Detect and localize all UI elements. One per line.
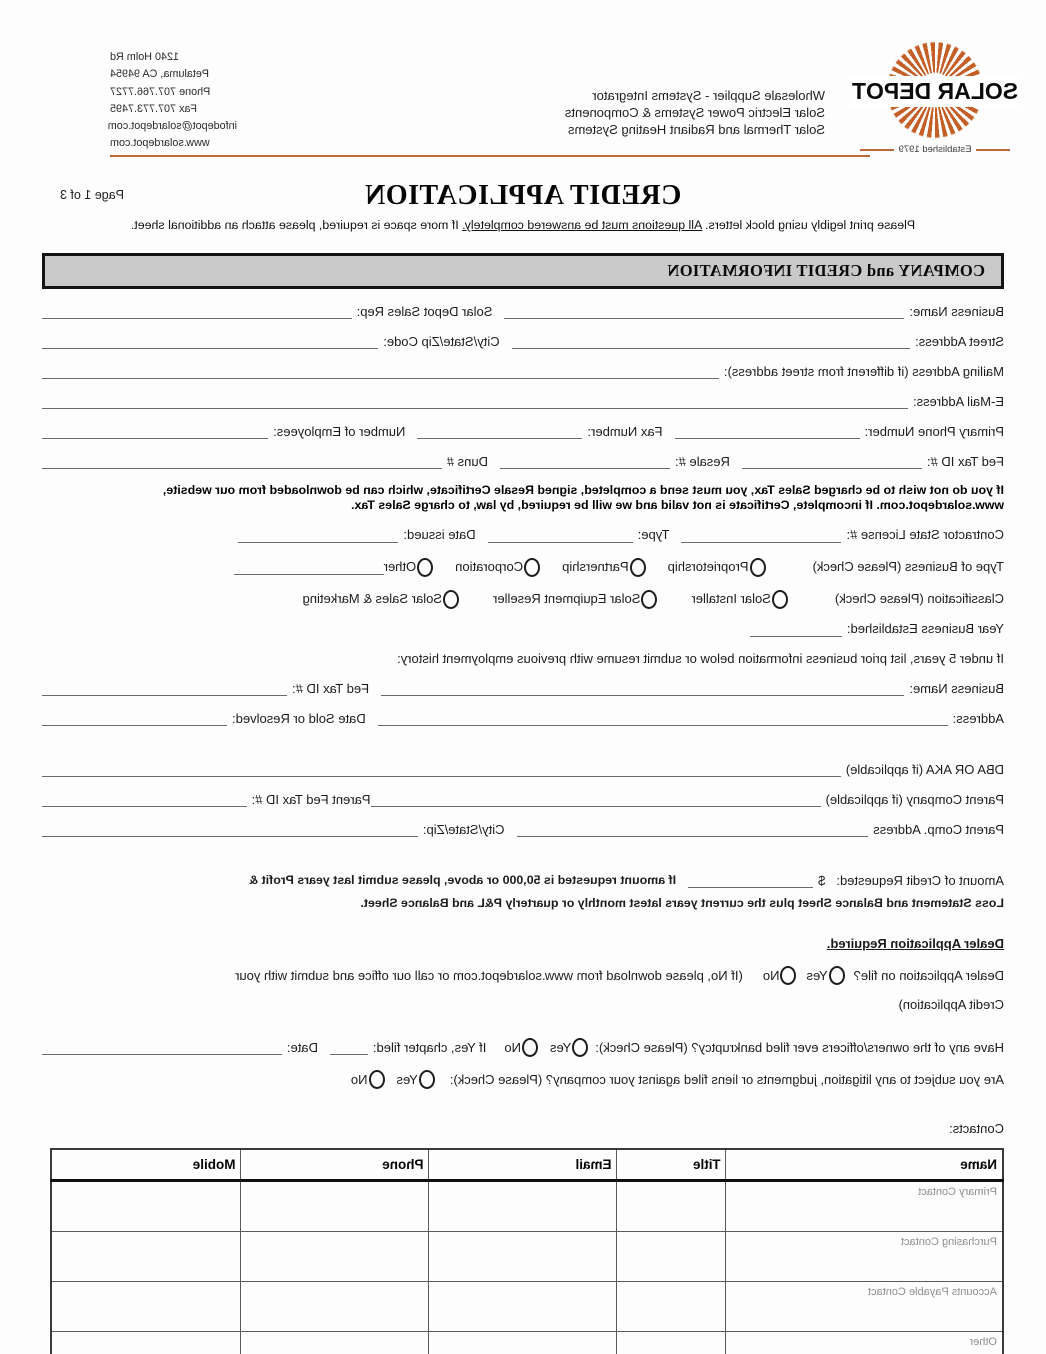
row-credit-amount [42, 873, 1004, 888]
contacts-label: Contacts: [949, 1121, 1004, 1137]
num-employees-field[interactable] [42, 424, 268, 439]
tagline-line: Wholesale Supplier - Systems Integrator [592, 88, 825, 103]
radio-corporation[interactable] [455, 558, 540, 575]
prior-fed-tax-id-field[interactable] [42, 681, 287, 696]
prior-fed-tax-id-label: Fed Tax ID #: [292, 680, 370, 696]
parent-comp-address-label: Parent Comp. Address [873, 821, 1004, 837]
prior-business-name-label: Business Name: [909, 680, 1004, 696]
radio-label: Partnership [562, 559, 629, 575]
empty-cell[interactable] [51, 1282, 241, 1332]
logo-wordmark: SOLAR DEPOT [850, 76, 1020, 107]
row-under-five-note [42, 652, 1004, 666]
prior-address-label: Address: [952, 710, 1004, 726]
radio-solar-equipment-reseller[interactable] [493, 590, 657, 607]
address-line: Petaluma, CA 94954 [110, 68, 210, 81]
empty-cell[interactable] [429, 1332, 617, 1354]
address-line: Fax 707.773.7495 [110, 102, 198, 115]
radio-label: Proprietorship [667, 559, 749, 575]
radio-label: No [504, 1039, 522, 1055]
section-header-company-credit: COMPANY and CREDIT INFORMATION [42, 253, 1004, 289]
radio-circle-icon[interactable] [524, 558, 540, 577]
row-year-established [42, 622, 1004, 637]
dollar-sign: $ [818, 872, 826, 888]
sales-tax-notice: If you do not wish to be charged Sales Tax, you must send a completed, signed Resale Certificate, which can be downloaded from our website, www.solardepot.com. If incomplete, Certificate is not valid and we will be required, by law, to charge Sales Tax. [162, 483, 1004, 512]
parent-fed-tax-id-label: Parent Fed Tax ID #: [251, 791, 371, 807]
solar-depot-logo [851, 40, 1019, 155]
radio-other[interactable] [384, 558, 434, 575]
row-phone-numbers [42, 424, 1004, 439]
row-dealer-on-file [42, 966, 1004, 983]
radio-circle-icon[interactable] [750, 558, 766, 577]
contacts-table [50, 1148, 1004, 1354]
letterhead [0, 0, 1046, 170]
date-issued-label: Date issued: [403, 527, 476, 543]
col-header-name: Name [726, 1149, 1003, 1181]
radio-label: Other [383, 559, 417, 575]
row-parent-company [42, 792, 1004, 807]
radio-proprietorship[interactable] [668, 558, 766, 575]
radio-label: Yes [396, 1071, 418, 1087]
radio-litigation-yes[interactable] [397, 1070, 435, 1087]
parent-company-field[interactable] [371, 792, 821, 807]
radio-circle-icon[interactable] [780, 966, 796, 985]
established-line [860, 144, 1010, 155]
established-text: Established 1979 [898, 144, 972, 155]
empty-cell[interactable] [51, 1332, 241, 1354]
row-dealer-note-2 [42, 998, 1004, 1012]
fed-tax-id-field[interactable] [742, 454, 922, 469]
license-type-label: Type: [637, 527, 670, 543]
row-street-address [42, 334, 1004, 349]
row-email-address [42, 394, 1004, 409]
radio-circle-icon[interactable] [641, 590, 657, 609]
resale-num-field[interactable] [500, 454, 670, 469]
bankruptcy-date-field[interactable] [42, 1040, 282, 1055]
credit-amount-field[interactable] [688, 873, 813, 888]
radio-dealer-yes[interactable] [806, 966, 844, 983]
dealer-note-line2: Credit Application) [898, 996, 1004, 1012]
radio-label: Solar Sales & Marketing [302, 591, 443, 607]
row-credit-note-2 [42, 897, 1004, 911]
col-header-mobile: Mobile [51, 1149, 241, 1181]
parent-city-state-zip-field[interactable] [42, 822, 418, 837]
sales-rep-label: Solar Depot Sales Rep: [356, 303, 493, 319]
table-row-accounts-payable-contact [51, 1282, 1003, 1332]
date-sold-label: Date Sold or Resolved: [232, 710, 366, 726]
duns-num-field[interactable] [42, 454, 442, 469]
contractor-license-field[interactable] [681, 528, 841, 543]
street-address-label: Street Address: [915, 333, 1004, 349]
row-mailing-address [42, 364, 1004, 379]
primary-phone-label: Primary Phone Number: [864, 423, 1004, 439]
radio-solar-installer[interactable] [691, 590, 787, 607]
radio-circle-icon[interactable] [419, 1070, 435, 1089]
col-header-email: Email [429, 1149, 617, 1181]
page-number: Page 1 of 3 [60, 188, 124, 202]
address-line: Phone 707.766.7727 [110, 85, 211, 98]
row-label-cell: Primary Contact [726, 1181, 1003, 1232]
parent-city-state-zip-label: City/State/Zip: [422, 821, 505, 837]
prior-business-name-field[interactable] [381, 681, 904, 696]
col-header-phone: Phone [241, 1149, 429, 1181]
row-label-cell: Purchasing Contact [726, 1232, 1003, 1282]
city-state-zip-field[interactable] [42, 334, 378, 349]
row-type-of-business [42, 558, 1004, 575]
empty-cell[interactable] [241, 1181, 429, 1232]
parent-company-label: Parent Company (if applicable) [825, 791, 1004, 807]
col-header-title: Title [617, 1149, 726, 1181]
dealer-app-required-label: Dealer Application Required. [826, 935, 1004, 951]
if-yes-chapter-label: If Yes, chapter filed: [372, 1039, 487, 1055]
row-label-cell: Accounts Payable Contact [726, 1282, 1003, 1332]
title-bar [0, 180, 1046, 212]
radio-bankruptcy-yes[interactable] [550, 1038, 588, 1055]
instructions-line [0, 218, 1046, 232]
dba-field[interactable] [42, 762, 841, 777]
date-issued-field[interactable] [238, 528, 398, 543]
radio-circle-icon[interactable] [443, 590, 459, 609]
bankruptcy-date-label: Date: [286, 1039, 318, 1055]
row-bankruptcy [42, 1038, 1004, 1055]
tagline-line: Solar Electric Power Systems & Components [564, 105, 825, 121]
city-state-zip-label: City/State/Zip Code: [383, 333, 500, 349]
email-address-label: E-Mail Address: [912, 393, 1004, 409]
orange-dash-right [860, 149, 894, 151]
company-address-block [107, 49, 237, 153]
radio-label: Yes [806, 967, 828, 983]
orange-divider-rule [110, 155, 870, 157]
year-established-field[interactable] [750, 622, 842, 637]
radio-circle-icon[interactable] [522, 1038, 538, 1057]
empty-cell[interactable] [617, 1181, 726, 1232]
table-row-primary-contact [51, 1181, 1003, 1232]
address-line: infodepot@solardepot.com [107, 120, 237, 133]
credit-amount-label: Amount of Credit Requested: [836, 872, 1004, 888]
litigation-question: Are you subject to any litigation, judgments or liens filed against your company? (Please Check): [449, 1071, 1004, 1087]
primary-phone-field[interactable] [675, 424, 860, 439]
dba-label: DBA OR AKA (if applicable) [845, 761, 1004, 777]
row-label-cell: Other [726, 1332, 1003, 1354]
credit-note-line1: If amount requested is 50,000 or above, please submit last years Profit & [249, 873, 677, 888]
radio-circle-icon[interactable] [572, 1038, 588, 1057]
empty-cell[interactable] [241, 1332, 429, 1354]
contractor-license-label: Contractor State License #: [846, 527, 1004, 543]
empty-cell[interactable] [617, 1282, 726, 1332]
radio-litigation-no[interactable] [351, 1070, 385, 1087]
radio-circle-icon[interactable] [369, 1070, 385, 1089]
table-row-purchasing-contact [51, 1232, 1003, 1282]
radio-label: No [350, 1071, 368, 1087]
empty-cell[interactable] [617, 1232, 726, 1282]
row-parent-address [42, 822, 1004, 837]
empty-cell[interactable] [429, 1181, 617, 1232]
date-sold-field[interactable] [42, 711, 227, 726]
duns-num-label: Duns # [446, 453, 488, 469]
radio-label: Solar Equipment Reseller [493, 591, 641, 607]
row-classification [42, 590, 1004, 607]
radio-label: Corporation [455, 559, 524, 575]
tagline-line: Solar Thermal and Radiant Heating Systems [568, 122, 825, 138]
under-five-note: If under 5 years, list prior business information below or submit resume with previous employment history: [397, 650, 1004, 666]
row-dealer-required [42, 937, 1004, 951]
address-line: 1240 Holm Rd [110, 51, 180, 63]
mailing-address-label: Mailing Address (if different from street address): [723, 363, 1004, 379]
empty-cell[interactable] [51, 1232, 241, 1282]
license-type-field[interactable] [488, 528, 633, 543]
fed-tax-id-label: Fed Tax ID #: [926, 453, 1004, 469]
orange-dash-left [976, 149, 1010, 151]
email-address-field[interactable] [42, 394, 908, 409]
mailing-address-field[interactable] [42, 364, 719, 379]
radio-dealer-no[interactable] [763, 966, 797, 983]
instruction-underlined: All questions must be answered completely. [462, 218, 703, 232]
parent-comp-address-field[interactable] [517, 822, 869, 837]
page-title: CREDIT APPLICATION [364, 180, 682, 211]
credit-note-line2: Loss Statement and Balance Sheet plus the current years latest monthly or quarterly P&L and Balance Sheet. [360, 896, 1004, 911]
empty-cell[interactable] [241, 1282, 429, 1332]
type-of-business-label: Type of Business (Please Check) [812, 559, 1004, 575]
row-contractor-license [42, 528, 1004, 543]
row-litigation [42, 1070, 1004, 1087]
instruction-part: If more space is required, please attach an additional sheet. [130, 218, 463, 232]
radio-solar-sales-marketing[interactable] [303, 590, 459, 607]
empty-cell[interactable] [429, 1232, 617, 1282]
sales-rep-field[interactable] [42, 304, 352, 319]
address-line: www.solardepot.com [110, 137, 210, 150]
num-employees-label: Number of Employees: [273, 423, 406, 439]
radio-circle-icon[interactable] [630, 558, 646, 577]
row-prior-address [42, 711, 1004, 726]
row-dba [42, 762, 1004, 777]
radio-circle-icon[interactable] [829, 966, 845, 985]
radio-label: No [762, 967, 780, 983]
business-name-label: Business Name: [909, 303, 1004, 319]
empty-cell[interactable] [241, 1232, 429, 1282]
year-established-label: Year Business Established: [846, 621, 1004, 637]
business-name-field[interactable] [504, 304, 904, 319]
other-business-type-field[interactable] [234, 560, 384, 575]
instruction-part: Please print legibly using block letters. [702, 218, 916, 232]
chapter-filed-field[interactable] [330, 1040, 368, 1055]
fax-number-field[interactable] [417, 424, 582, 439]
dealer-note-line1: (If No, please download from www.solardepot.com or call our office and submit with your [235, 967, 743, 983]
empty-cell[interactable] [617, 1332, 726, 1354]
contacts-header-row [51, 1149, 1003, 1181]
classification-label: Classification (Please Check) [834, 591, 1004, 607]
table-row-other [51, 1332, 1003, 1354]
row-prior-business [42, 681, 1004, 696]
radio-circle-icon[interactable] [417, 558, 433, 577]
radio-bankruptcy-no[interactable] [504, 1038, 538, 1055]
radio-circle-icon[interactable] [772, 590, 788, 609]
row-tax-ids [42, 454, 1004, 469]
row-business-name [42, 304, 1004, 319]
dealer-on-file-label: Dealer Application on file? [853, 967, 1004, 983]
empty-cell[interactable] [429, 1282, 617, 1332]
street-address-field[interactable] [512, 334, 911, 349]
parent-fed-tax-id-field[interactable] [42, 792, 247, 807]
prior-address-field[interactable] [378, 711, 948, 726]
company-credit-form [42, 304, 1004, 1087]
radio-label: Yes [550, 1039, 572, 1055]
resale-num-label: Resale #: [675, 453, 730, 469]
company-tagline [565, 87, 825, 138]
empty-cell[interactable] [51, 1181, 241, 1232]
fax-number-label: Fax Number: [587, 423, 663, 439]
radio-label: Solar Installer [691, 591, 771, 607]
radio-partnership[interactable] [562, 558, 645, 575]
bankruptcy-question: Have any of the owners/officers ever filed bankruptcy? (Please Check): [595, 1039, 1004, 1055]
